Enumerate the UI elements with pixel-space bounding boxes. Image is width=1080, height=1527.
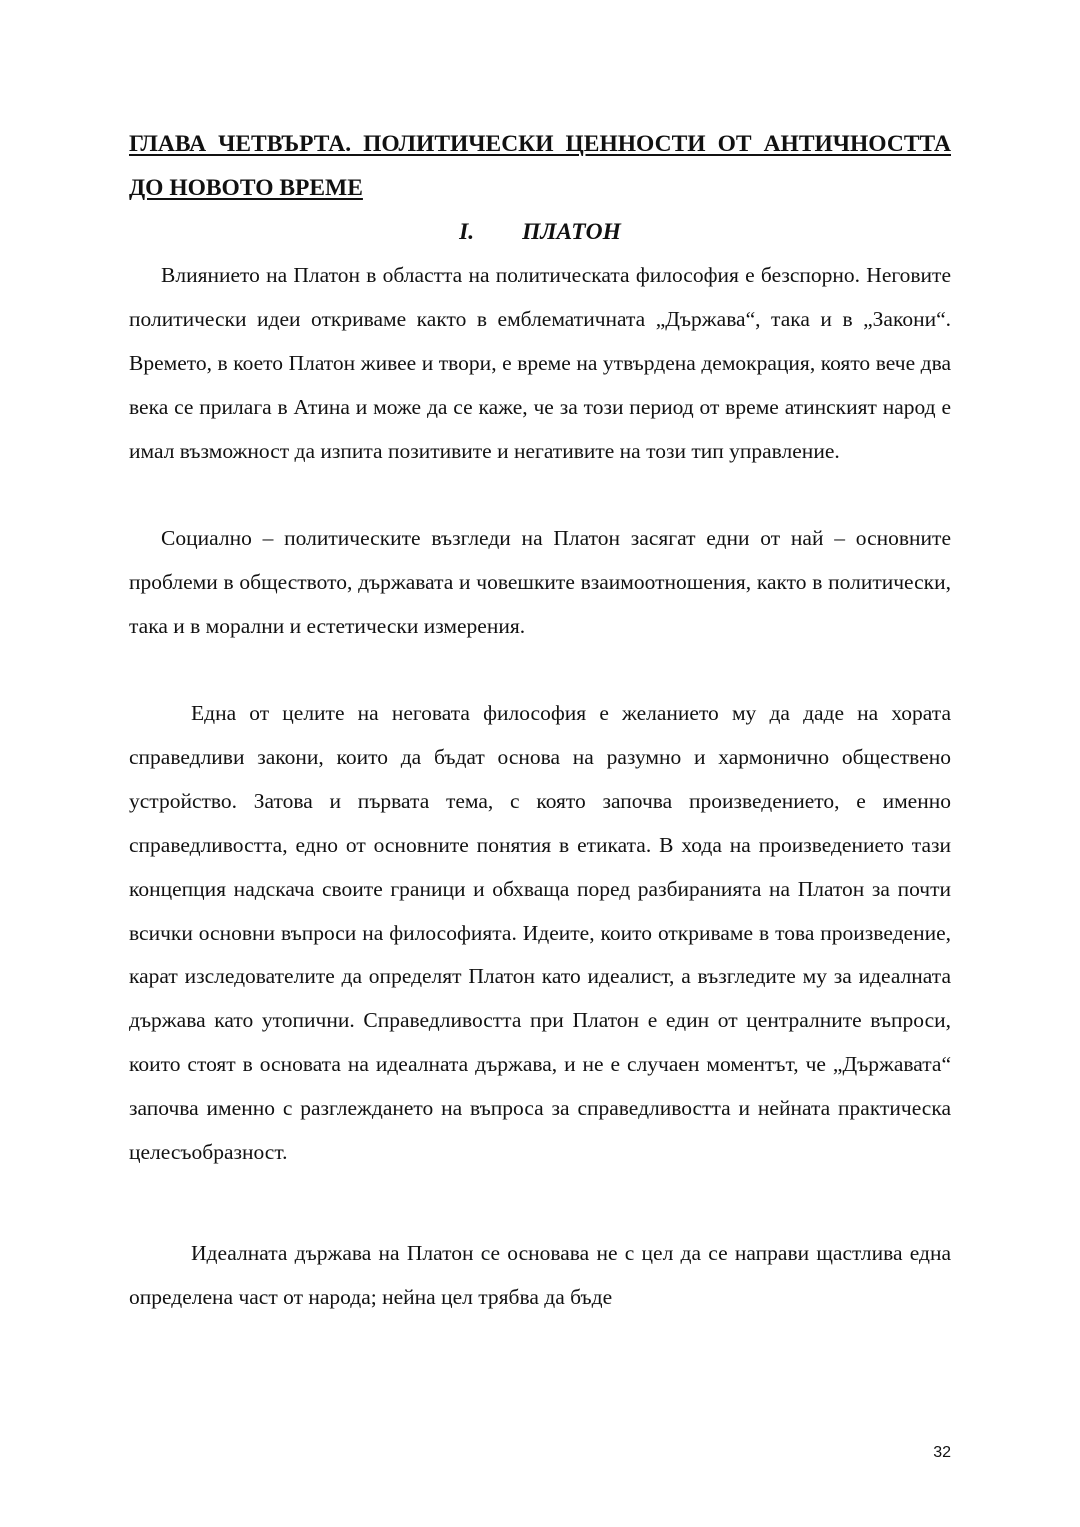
paragraph-1: Влиянието на Платон в областта на политическата философия е безспорно. Неговите политически идеи откриваме както в емблематичната „Държава“, така и в „Закони“. Времето, в което Платон живее и твори, е време на утвърдена демокрация, която вече два века се прилага в Атина и може да се каже, че за този период от време атинският народ е имал възможност да изпита позитивите и негативите на този тип управление. bbox=[129, 263, 951, 463]
paragraph-3: Една от целите на неговата философия е желанието му да даде на хората справедливи закони, които да бъдат основа на разумно и хармонично обществено устройство. Затова и първата тема, с която започва произведението, е именно справедливостта, едно от основните понятия в етиката. В хода на произведението тази концепция надскача своите граници и обхваща поред разбиранията на Платон за почти всички основни въпроси на философията. Идеите, които откриваме в това произведение, карат изследователите да определят Платон като идеалист, а възгледите му за идеалната държава като утопични. Справедливостта при Платон е един от централните въпроси, които стоят в основата на идеалната държава, и не е случаен моментът, че „Държавата“ започва именно с разглеждането на въпроса за справедливостта и нейната практическа целесъобразност. bbox=[129, 701, 951, 1165]
section-number: I. bbox=[459, 219, 475, 245]
paragraph-2: Социално – политическите възгледи на Платон засягат едни от най – основните проблеми в обществото, държавата и човешките взаимоотношения, както в политически, така и в морални и естетически измерения. bbox=[129, 526, 951, 638]
chapter-title: ГЛАВА ЧЕТВЪРТА. ПОЛИТИЧЕСКИ ЦЕННОСТИ ОТ АНТИЧНОСТТА ДО НОВОТО ВРЕМЕ bbox=[129, 131, 951, 201]
paragraph-4: Идеалната държава на Платон се основава не с цел да се направи щастлива една определена част от народа; нейна цел трябва да бъде bbox=[129, 1241, 951, 1309]
section-title bbox=[129, 210, 951, 254]
section-name: ПЛАТОН bbox=[522, 219, 621, 245]
page-number: 32 bbox=[933, 1444, 951, 1461]
